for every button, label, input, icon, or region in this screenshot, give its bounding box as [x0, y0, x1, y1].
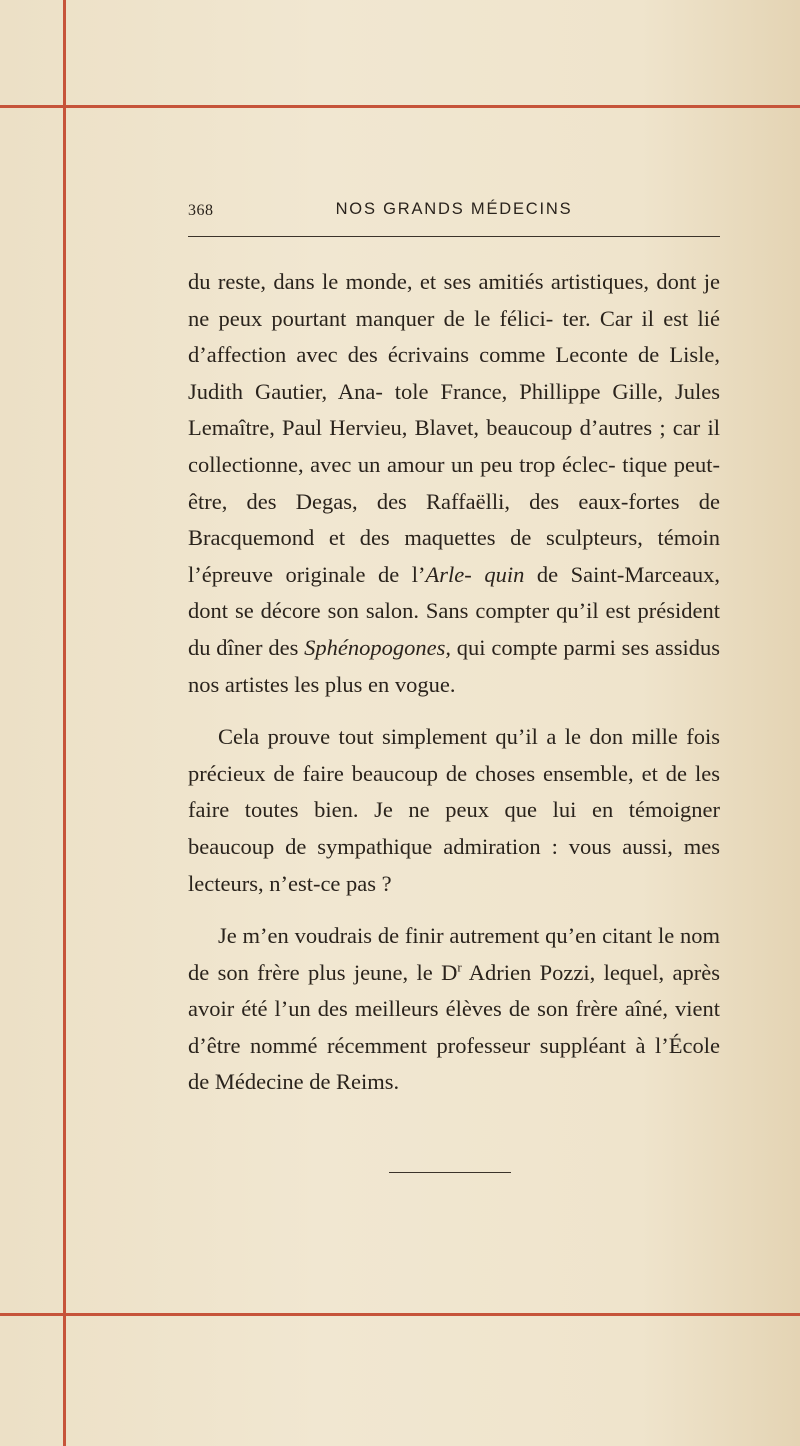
end-of-chapter-rule [389, 1172, 511, 1173]
bottom-red-rule [0, 1313, 800, 1316]
italic-title-sphenopogones: Sphénopogones, [304, 634, 451, 660]
page-number: 368 [188, 202, 214, 219]
paragraph-3: Je m’en voudrais de finir autrement qu’en citant le nom de son frère plus jeune, le $D^r$ Adrien Pozzi, lequel, après avoir été l’un des meilleurs élèves de son frère aîné, vient d’être nommé récemment professeur suppléant à l’École de Médecine de Reims. [188, 923, 720, 1095]
body-text [188, 264, 720, 1101]
top-red-rule [0, 105, 800, 108]
italic-title-arlequin: Arle- quin [425, 561, 525, 587]
paragraph-1: du reste, dans le monde, et ses amitiés artistiques, dont je ne peux pourtant manquer de le félici- ter. Car il est lié d’affection avec des écrivains comme Leconte de Lisle, Judith Gautier, Ana- tole France, Phillippe Gille, Jules Lemaître, Paul Hervieu, Blavet, beaucoup d’autres ; car il collectionne, avec un amour un peu trop éclec- tique peut-être, des Degas, des Raffaëlli, des eaux-fortes de Bracquemond et des maquettes de sculpteurs, témoin l’épreuve originale de l’Arle- quin de Saint-Marceaux, dont se décore son salon. Sans compter qu’il est président du dîner des Sphénopogones, qui compte parmi ses assidus nos artistes les plus en vogue. [188, 269, 720, 697]
superscript: r [457, 959, 462, 975]
page-header [188, 200, 720, 228]
header-rule [188, 236, 720, 237]
running-title: NOS GRANDS MÉDECINS [335, 200, 573, 218]
left-margin-red-rule [63, 0, 66, 1446]
paragraph-2: Cela prouve tout simplement qu’il a le don mille fois précieux de faire beaucoup de choses ensemble, et de les faire toutes bien. Je ne peux que lui en témoigner beaucoup de sympathique admiration : vous aussi, mes lecteurs, n’est-ce pas ? [188, 724, 720, 896]
